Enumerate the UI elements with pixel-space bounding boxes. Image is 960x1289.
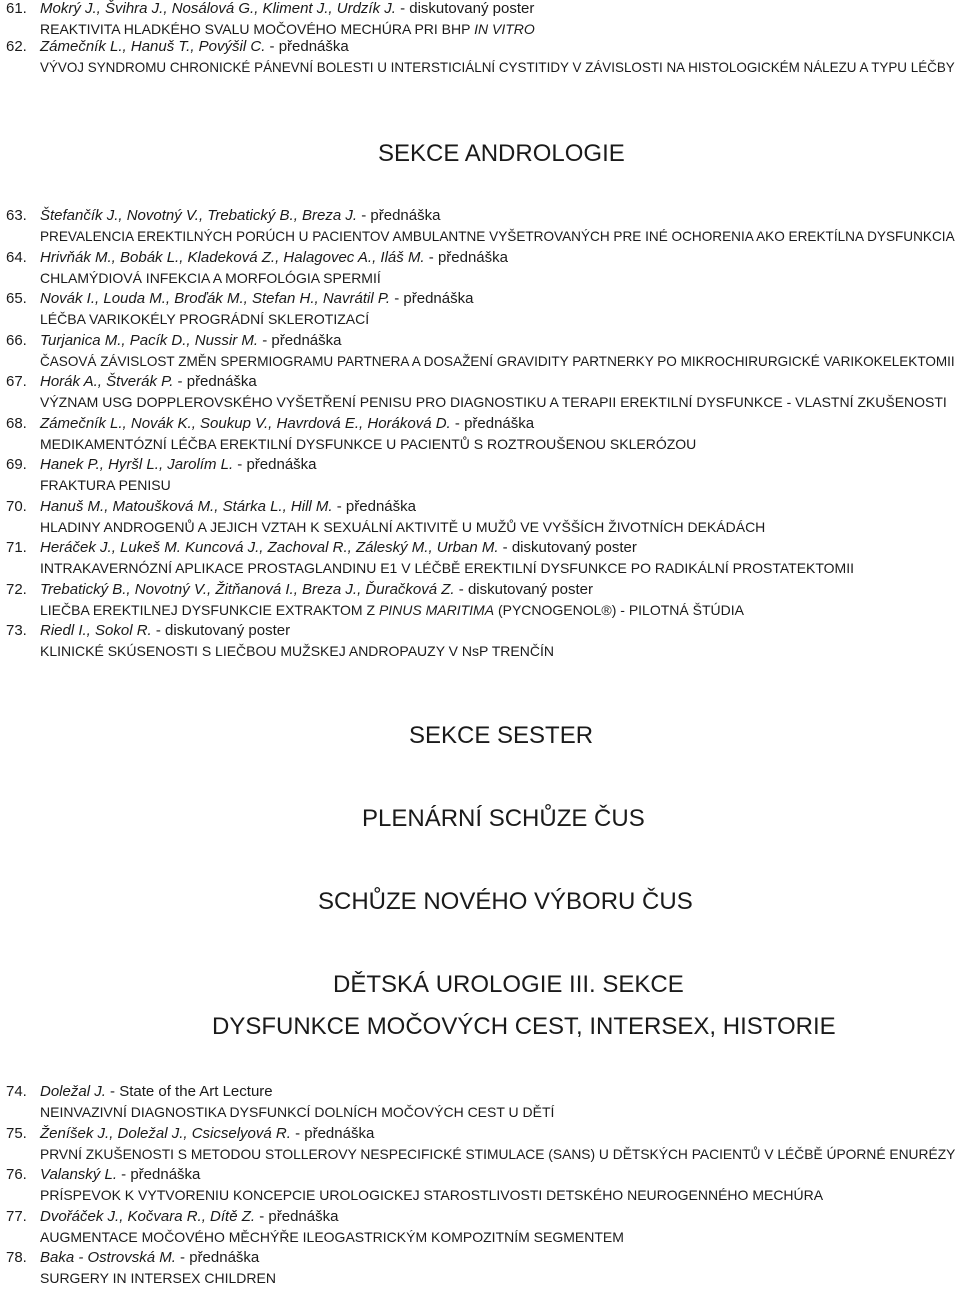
- entry-authors: Zámečník L., Novák K., Soukup V., Havrdová E., Horáková D.: [40, 415, 451, 432]
- entry-title-line: [40, 1187, 823, 1203]
- section-heading-plenary: PLENÁRNÍ SCHŮZE ČUS: [362, 805, 645, 832]
- entry-title-line: [40, 1229, 624, 1245]
- program-entry: [0, 207, 960, 247]
- entry-title-line: [40, 436, 696, 452]
- entry-title-line: [40, 1104, 554, 1120]
- entry-authors: Turjanica M., Pacík D., Nussir M.: [40, 332, 259, 349]
- entry-number: 75.: [6, 1125, 27, 1142]
- entry-presentation-type: - přednáška: [424, 249, 508, 266]
- entry-title: PRÍSPEVOK K VYTVORENIU KONCEPCIE UROLOGICKEJ STAROSTLIVOSTI DETSKÉHO NEUROGENNÉHO MECHÚRA: [40, 1187, 824, 1203]
- entry-number: 70.: [6, 498, 27, 515]
- entry-authors-line: [40, 1249, 259, 1266]
- program-entry: [0, 0, 960, 40]
- program-entry: [0, 415, 960, 455]
- entry-number: 73.: [6, 622, 27, 639]
- entry-number: 69.: [6, 456, 27, 473]
- entry-authors: Štefančík J., Novotný V., Trebatický B., Breza J.: [40, 207, 358, 224]
- entry-authors-line: [40, 249, 508, 266]
- entry-presentation-type: - přednáška: [332, 498, 416, 515]
- entry-presentation-type: - přednáška: [390, 290, 474, 307]
- entry-title-line: [40, 228, 955, 244]
- entry-number: 77.: [6, 1208, 27, 1225]
- entry-authors-line: [40, 1083, 273, 1100]
- entry-authors-line: [40, 290, 473, 307]
- entry-presentation-type: - přednáška: [175, 1249, 260, 1266]
- entry-title: VÝVOJ SYNDROMU CHRONICKÉ PÁNEVNÍ BOLESTI U INTERSTICIÁLNÍ CYSTITIDY V ZÁVISLOSTI NA HISTOLOGICKÉM NÁLEZU A TYPU LÉČBY: [40, 59, 955, 75]
- entry-authors-line: [40, 1208, 338, 1225]
- entry-authors-line: [40, 332, 341, 349]
- program-entry: [0, 1249, 960, 1289]
- entry-presentation-type: - přednáška: [258, 332, 342, 349]
- section-heading-pediatric: DĚTSKÁ UROLOGIE III. SEKCE: [333, 971, 684, 998]
- entry-number: 61.: [6, 0, 27, 17]
- entry-authors: Novák I., Louda M., Broďák M., Stefan H., Navrátil P.: [40, 290, 391, 307]
- entry-title: SURGERY IN INTERSEX CHILDREN: [40, 1270, 276, 1286]
- entry-title-line: [40, 477, 171, 493]
- entry-presentation-type: - přednáška: [233, 456, 317, 473]
- entry-presentation-type: - přednáška: [450, 415, 535, 432]
- entry-title: HLADINY ANDROGENŮ A JEJICH VZTAH K SEXUÁLNÍ AKTIVITĚ U MUŽŮ VE VYŠŠÍCH ŽIVOTNÍCH DEKÁDÁCH: [40, 519, 766, 535]
- entry-title: AUGMENTACE MOČOVÉHO MĚCHÝŘE ILEOGASTRICKÝM KOMPOZITNÍM SEGMENTEM: [40, 1229, 624, 1245]
- entry-authors-line: [40, 539, 637, 556]
- entry-title: ČASOVÁ ZÁVISLOST ZMĚN SPERMIOGRAMU PARTNERA A DOSAŽENÍ GRAVIDITY PARTNERKY PO MIKROCHIRURGICKÉ VARIKOKELEKTOMII: [40, 353, 955, 369]
- program-entry: [0, 38, 960, 78]
- entry-number: 62.: [6, 38, 27, 55]
- entry-presentation-type: - diskutovaný poster: [498, 539, 637, 556]
- section-heading-new-committee: SCHŮZE NOVÉHO VÝBORU ČUS: [318, 888, 693, 915]
- entry-authors-line: [40, 498, 416, 515]
- entry-title: KLINICKÉ SKÚSENOSTI S LIEČBOU MUŽSKEJ ANDROPAUZY V NsP TRENČÍN: [40, 643, 554, 659]
- entry-title-line: [40, 1270, 276, 1286]
- entry-title-line: [40, 560, 854, 576]
- entry-presentation-type: - přednáška: [290, 1125, 375, 1142]
- entry-presentation-type: - přednáška: [265, 38, 349, 55]
- program-entry: [0, 622, 960, 662]
- entry-title-line: [40, 602, 744, 618]
- entry-title: INTRAKAVERNÓZNÍ APLIKACE PROSTAGLANDINU E1 V LÉČBĚ EREKTILNÍ DYSFUNKCE PO RADIKÁLNÍ PROSTATEKTOMII: [40, 560, 854, 576]
- entry-number: 74.: [6, 1083, 27, 1100]
- entry-title-line: [40, 21, 535, 37]
- entry-title-italic: IN VITRO: [474, 21, 535, 37]
- entry-authors: Riedl I., Sokol R.: [40, 622, 152, 639]
- entry-title-line: [40, 519, 765, 535]
- entry-title-line: [40, 394, 947, 410]
- entry-authors: Doležal J.: [40, 1083, 106, 1100]
- entry-title: LÉČBA VARIKOKÉLY PROGRÁDNÍ SKLEROTIZACÍ: [40, 311, 370, 327]
- entry-title: PREVALENCIA EREKTILNÝCH PORÚCH U PACIENTOV AMBULANTNE VYŠETROVANÝCH PRE INÉ OCHORENIA AKO EREKTÍLNA DYSFUNKCIA: [40, 228, 955, 244]
- program-entry: [0, 1125, 960, 1165]
- program-entry: [0, 332, 960, 372]
- program-entry: [0, 539, 960, 579]
- entry-authors: Dvořáček J., Kočvara R., Dítě Z.: [40, 1208, 256, 1225]
- entry-number: 78.: [6, 1249, 27, 1266]
- entry-title: FRAKTURA PENISU: [40, 477, 171, 493]
- entry-authors-line: [40, 0, 534, 17]
- program-entry: [0, 581, 960, 621]
- entry-authors-line: [40, 581, 593, 598]
- entry-authors: Hanuš M., Matoušková M., Stárka L., Hill M.: [40, 498, 333, 515]
- entry-authors-line: [40, 1166, 200, 1183]
- entry-presentation-type: - diskutovaný poster: [454, 581, 594, 598]
- entry-authors-line: [40, 373, 257, 390]
- entry-authors: Trebatický B., Novotný V., Žitňanová I., Breza J., Ďuračková Z.: [40, 581, 455, 598]
- entry-number: 67.: [6, 373, 27, 390]
- entry-title-line: [40, 59, 955, 75]
- program-entry: [0, 1208, 960, 1248]
- program-entry: [0, 498, 960, 538]
- entry-title-line: [40, 270, 381, 286]
- entry-authors: Baka - Ostrovská M.: [40, 1249, 176, 1266]
- entry-authors: Mokrý J., Švihra J., Nosálová G., Kliment J., Urdzík J.: [40, 0, 396, 17]
- entry-authors-line: [40, 456, 317, 473]
- entry-number: 72.: [6, 581, 27, 598]
- entry-title: MEDIKAMENTÓZNÍ LÉČBA EREKTILNÍ DYSFUNKCE U PACIENTŮ S ROZTROUŠENOU SKLERÓZOU: [40, 436, 697, 452]
- entry-presentation-type: - State of the Art Lecture: [105, 1083, 273, 1100]
- entry-presentation-type: - přednáška: [173, 373, 257, 390]
- entry-title-line: [40, 643, 554, 659]
- entry-authors: Valanský L.: [40, 1166, 117, 1183]
- entry-authors-line: [40, 1125, 374, 1142]
- entry-authors: Zámečník L., Hanuš T., Povýšil C.: [40, 38, 266, 55]
- entry-title: REAKTIVITA HLADKÉHO SVALU MOČOVÉHO MECHÚRA PRI BHP: [40, 21, 475, 37]
- entry-authors: Hanek P., Hyršl L., Jarolím L.: [40, 456, 234, 473]
- entry-title-line: [40, 311, 369, 327]
- program-entry: [0, 249, 960, 289]
- entry-presentation-type: - diskutovaný poster: [151, 622, 291, 639]
- entry-title-tail: (PYCNOGENOL®) - PILOTNÁ ŠTÚDIA: [494, 602, 744, 618]
- entry-title: NEINVAZIVNÍ DIAGNOSTIKA DYSFUNKCÍ DOLNÍCH MOČOVÝCH CEST U DĚTÍ: [40, 1104, 555, 1120]
- entry-title: PRVNÍ ZKUŠENOSTI S METODOU STOLLEROVY NESPECIFICKÉ STIMULACE (SANS) U DĚTSKÝCH PACIENTŮ V LÉČBĚ ÚPORNÉ ENURÉZY: [40, 1146, 956, 1162]
- entry-authors-line: [40, 415, 534, 432]
- entry-authors: Ženíšek J., Doležal J., Csicselyová R.: [40, 1125, 291, 1142]
- entry-presentation-type: - přednáška: [357, 207, 441, 224]
- entry-authors: Hrivňák M., Bobák L., Kladeková Z., Halagovec A., Iláš M.: [40, 249, 425, 266]
- program-entry: [0, 290, 960, 330]
- entry-title: CHLAMÝDIOVÁ INFEKCIA A MORFOLÓGIA SPERMIÍ: [40, 270, 381, 286]
- entry-title: VÝZNAM USG DOPPLEROVSKÉHO VYŠETŘENÍ PENISU PRO DIAGNOSTIKU A TERAPII EREKTILNÍ DYSFUNKCE - VLASTNÍ ZKUŠENOSTI: [40, 394, 947, 410]
- entry-number: 66.: [6, 332, 27, 349]
- entry-presentation-type: - přednáška: [117, 1166, 201, 1183]
- program-entry: [0, 373, 960, 413]
- entry-authors: Heráček J., Lukeš M. Kuncová J., Zachoval R., Záleský M., Urban M.: [40, 539, 499, 556]
- entry-title-line: [40, 353, 955, 369]
- section-heading-pediatric-subtitle: DYSFUNKCE MOČOVÝCH CEST, INTERSEX, HISTORIE: [212, 1013, 836, 1040]
- program-entry: [0, 456, 960, 496]
- entry-number: 63.: [6, 207, 27, 224]
- entry-number: 76.: [6, 1166, 27, 1183]
- entry-number: 68.: [6, 415, 27, 432]
- entry-authors-line: [40, 207, 440, 224]
- entry-number: 64.: [6, 249, 27, 266]
- entry-authors-line: [40, 622, 290, 639]
- entry-presentation-type: - přednáška: [255, 1208, 339, 1225]
- entry-number: 65.: [6, 290, 27, 307]
- entry-authors: Horák A., Štverák P.: [40, 373, 174, 390]
- entry-title: LIEČBA EREKTILNEJ DYSFUNKCIE EXTRAKTOM Z: [40, 602, 379, 618]
- entry-presentation-type: - diskutovaný poster: [395, 0, 535, 17]
- program-entry: [0, 1083, 960, 1123]
- section-heading-andrology: SEKCE ANDROLOGIE: [378, 140, 625, 167]
- entry-title-italic: PINUS MARITIMA: [378, 602, 495, 618]
- entry-number: 71.: [6, 539, 27, 556]
- program-entry: [0, 1166, 960, 1206]
- entry-title-line: [40, 1146, 955, 1162]
- entry-authors-line: [40, 38, 349, 55]
- section-heading-nurses: SEKCE SESTER: [409, 722, 594, 749]
